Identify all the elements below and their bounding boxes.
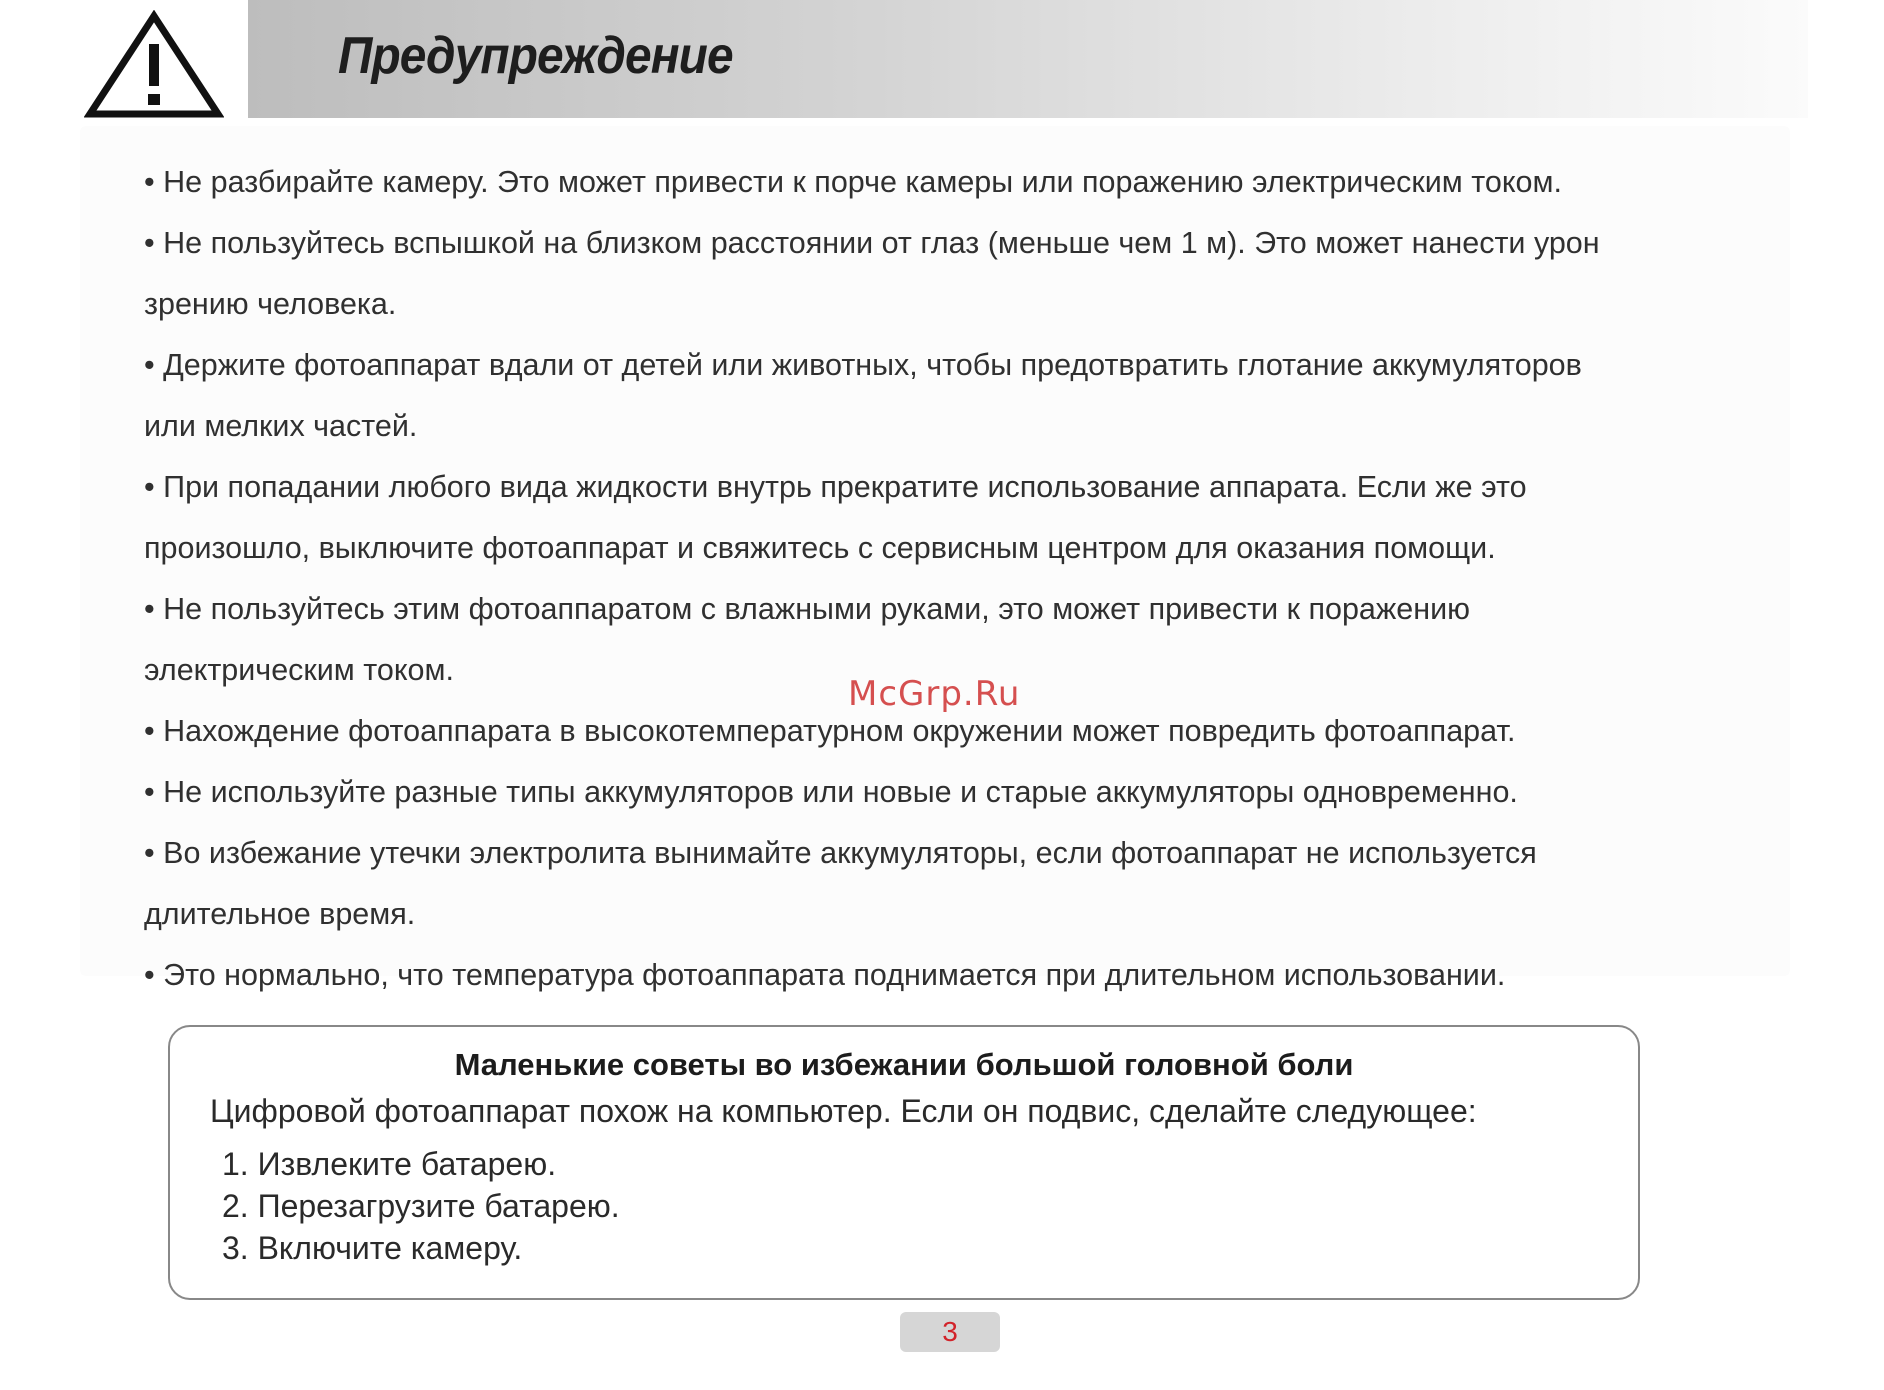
tips-step: 1. Извлеките батарею. (222, 1146, 557, 1182)
warning-line: произошло, выключите фотоаппарат и свяжитесь с сервисным центром для оказания помощи. (144, 531, 1496, 565)
tips-steps (222, 1143, 620, 1269)
warning-line: • При попадании любого вида жидкости внутрь прекратите использование аппарата. Если же это (144, 470, 1527, 504)
page-number: 3 (900, 1312, 1000, 1352)
warning-line: • Не пользуйтесь этим фотоаппаратом с влажными руками, это может привести к поражению (144, 592, 1470, 626)
warning-line: электрическим током. (144, 653, 454, 687)
warning-line: • Нахождение фотоаппарата в высокотемпературном окружении может повредить фотоаппарат. (144, 714, 1516, 748)
page-title: Предупреждение (338, 27, 733, 85)
tips-step: 2. Перезагрузите батарею. (222, 1188, 620, 1224)
warning-line: • Не пользуйтесь вспышкой на близком расстоянии от глаз (меньше чем 1 м). Это может нанести урон (144, 226, 1600, 260)
warning-triangle-icon (84, 10, 224, 120)
warning-line: зрению человека. (144, 287, 397, 321)
warning-line: • Это нормально, что температура фотоаппарата поднимается при длительном использовании. (144, 958, 1506, 992)
title-band (248, 0, 1808, 118)
watermark: McGrp.Ru (848, 674, 1021, 714)
warning-line: или мелких частей. (144, 409, 418, 443)
tips-intro: Цифровой фотоаппарат похож на компьютер. Если он подвис, сделайте следующее: (210, 1093, 1477, 1129)
warning-line: • Держите фотоаппарат вдали от детей или животных, чтобы предотвратить глотание аккумуляторов (144, 348, 1582, 382)
warning-line: • Во избежание утечки электролита вынимайте аккумуляторы, если фотоаппарат не используется (144, 836, 1537, 870)
warning-line: • Не разбирайте камеру. Это может привести к порче камеры или поражению электрическим током. (144, 165, 1562, 199)
header (70, 0, 1800, 120)
tips-title: Маленькие советы во избежании большой головной боли (454, 1047, 1354, 1082)
warning-line: • Не используйте разные типы аккумуляторов или новые и старые аккумуляторы одновременно. (144, 775, 1518, 809)
tips-step: 3. Включите камеру. (222, 1230, 523, 1266)
warning-line: длительное время. (144, 897, 416, 931)
tips-box (168, 1025, 1640, 1300)
warning-list (144, 152, 1744, 1006)
